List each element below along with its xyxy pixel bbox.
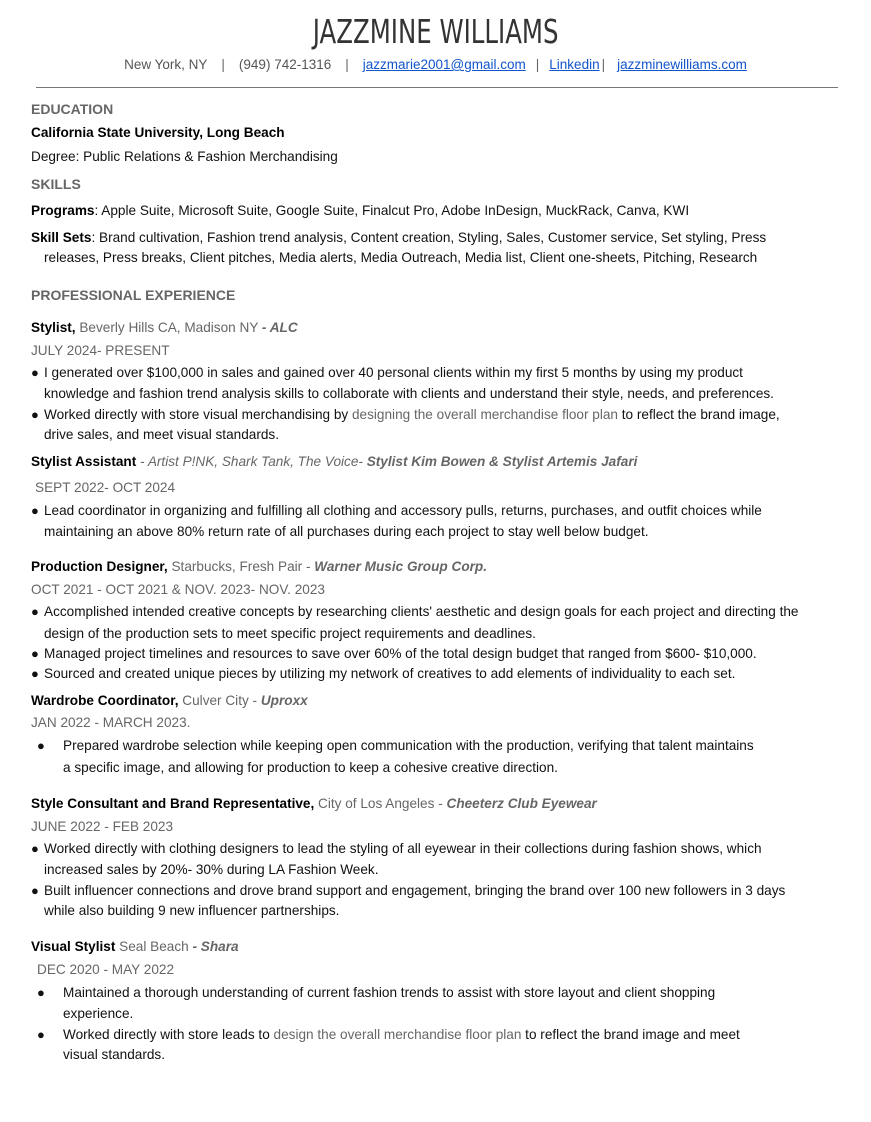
job-bullet-text: design of the production sets to meet specific project requirements and deadlines.	[44, 626, 536, 641]
job-date: JAN 2022 - MARCH 2023.	[31, 715, 191, 730]
job-company: Warner Music Group Corp.	[314, 559, 487, 574]
programs-text: : Apple Suite, Microsoft Suite, Google Suite, Finalcut Pro, Adobe InDesign, MuckRack, Canva, KWI	[94, 203, 690, 218]
skillsets-text: : Brand cultivation, Fashion trend analysis, Content creation, Styling, Sales, Customer service, Set styling, Press	[91, 230, 767, 245]
job-bullet-text: Worked directly with clothing designers to lead the styling of all eyewear in their collections during fashion shows, which	[44, 841, 762, 856]
job-bullet-text: Built influencer connections and drove brand support and engagement, bringing the brand over 100 new followers in 3 days	[44, 883, 786, 898]
job-title: Stylist,	[31, 320, 76, 335]
bullet-text-part: to reflect the brand image and meet	[521, 1027, 740, 1042]
job-bullet-text: Managed project timelines and resources to save over 60% of the total design budget that ranged from $600- $10,000.	[44, 646, 757, 661]
school-name: California State University, Long Beach	[31, 125, 285, 140]
job-date: JULY 2024- PRESENT	[31, 343, 170, 358]
job-company: Stylist Kim Bowen & Stylist Artemis Jafari	[366, 454, 638, 469]
job-dash: -	[192, 939, 201, 954]
job-date: SEPT 2022- OCT 2024	[35, 480, 176, 495]
job-title: Production Designer,	[31, 559, 168, 574]
bullet-icon: ●	[31, 503, 39, 518]
separator: |	[535, 57, 540, 72]
job-company: Cheeterz Club Eyewear	[446, 796, 597, 811]
bullet-icon: ●	[37, 738, 45, 753]
job-clients: - Artist P!NK, Shark Tank, The Voice-	[136, 454, 367, 469]
programs-label: Programs	[31, 203, 95, 218]
job-title-line	[31, 453, 637, 471]
email-link[interactable]: jazzmarie2001@gmail.com	[362, 57, 526, 72]
job-company: Shara	[200, 939, 239, 954]
skills-heading: SKILLS	[31, 176, 81, 192]
skillsets-label: Skill Sets	[31, 230, 92, 245]
skillsets-text-cont: releases, Press breaks, Client pitches, Media alerts, Media Outreach, Media list, Client one-sheets, Pitching, Research	[44, 250, 758, 265]
job-bullet-text: drive sales, and meet visual standards.	[44, 427, 279, 442]
job-date: OCT 2021 - OCT 2021 & NOV. 2023- NOV. 2023	[31, 582, 325, 597]
job-bullet-text	[44, 406, 780, 424]
job-bullet-text	[63, 1026, 740, 1044]
bullet-icon: ●	[37, 985, 45, 1000]
job-bullet-text: maintaining an above 80% return rate of all purchases during each project to stay well below budget.	[44, 524, 649, 539]
bullet-icon: ●	[31, 666, 39, 681]
job-location: City of Los Angeles -	[314, 796, 447, 811]
bullet-icon: ●	[31, 646, 39, 661]
separator: |	[345, 57, 349, 72]
job-location: Beverly Hills CA, Madison NY	[75, 320, 262, 335]
job-bullet-text: I generated over $100,000 in sales and gained over 40 personal clients within my first 5 months by using my product	[44, 365, 743, 380]
job-bullet-text: experience.	[63, 1006, 134, 1021]
bullet-text-part: Worked directly with store visual merchandising by	[44, 407, 352, 422]
bullet-icon: ●	[31, 407, 39, 422]
linkedin-link[interactable]: Linkedin	[549, 57, 600, 72]
bullet-text-part: Worked directly with store leads to	[63, 1027, 274, 1042]
bullet-icon: ●	[31, 883, 39, 898]
bullet-text-highlight: design the overall merchandise floor plan	[273, 1027, 522, 1042]
job-bullet-text: Accomplished intended creative concepts by researching clients' aesthetic and design goals for each project and directing the	[44, 604, 799, 619]
job-bullet-text: Prepared wardrobe selection while keeping open communication with the production, verifying that talent maintains	[63, 738, 754, 753]
contact-line	[0, 57, 871, 72]
job-title: Wardrobe Coordinator,	[31, 693, 179, 708]
job-location: Starbucks, Fresh Pair -	[167, 559, 315, 574]
job-company: Uproxx	[260, 693, 308, 708]
bullet-icon: ●	[31, 604, 39, 619]
bullet-text-part: to reflect the brand image,	[618, 407, 780, 422]
bullet-icon: ●	[31, 841, 39, 856]
job-location: Seal Beach	[115, 939, 193, 954]
job-title: Visual Stylist	[31, 939, 116, 954]
job-bullet-text: a specific image, and allowing for production to keep a cohesive creative direction.	[63, 760, 558, 775]
degree: Degree: Public Relations & Fashion Merchandising	[31, 149, 338, 164]
job-bullet-text: Sourced and created unique pieces by utilizing my network of creatives to add elements of individuality to each set.	[44, 666, 736, 681]
job-title: Style Consultant and Brand Representative,	[31, 796, 315, 811]
job-bullet-text: while also building 9 new influencer partnerships.	[44, 903, 340, 918]
bullet-text-highlight: designing the overall merchandise floor plan	[352, 407, 618, 422]
job-title: Stylist Assistant	[31, 454, 137, 469]
job-bullet-text: increased sales by 20%- 30% during LA Fashion Week.	[44, 862, 379, 877]
programs-line	[31, 202, 689, 220]
job-date: DEC 2020 - MAY 2022	[37, 962, 175, 977]
job-bullet-text: Maintained a thorough understanding of current fashion trends to assist with store layout and client shopping	[63, 985, 716, 1000]
job-bullet-text: Lead coordinator in organizing and fulfilling all clothing and accessory pulls, returns, purchases, and outfit choices while	[44, 503, 762, 518]
job-title-line	[31, 558, 487, 576]
website-link[interactable]: jazzminewilliams.com	[617, 57, 747, 72]
experience-heading: PROFESSIONAL EXPERIENCE	[31, 287, 236, 303]
resume-name: JAZZMINE WILLIAMS	[312, 12, 559, 51]
bullet-icon: ●	[37, 1027, 45, 1042]
header-divider	[36, 87, 838, 88]
job-title-line	[31, 692, 308, 710]
job-title-line	[31, 319, 298, 337]
location: New York, NY	[124, 57, 208, 72]
job-title-line	[31, 938, 239, 956]
job-company: ALC	[269, 320, 298, 335]
job-title-line	[31, 795, 597, 813]
education-heading: EDUCATION	[31, 101, 114, 117]
job-bullet-text: knowledge and fashion trend analysis skills to collaborate with clients and understand their style, needs, and preferences.	[44, 386, 774, 401]
job-dash: -	[261, 320, 270, 335]
job-date: JUNE 2022 - FEB 2023	[31, 819, 174, 834]
skillsets-line	[31, 229, 766, 247]
bullet-icon: ●	[31, 365, 39, 380]
job-location: Culver City -	[178, 693, 261, 708]
job-bullet-text: visual standards.	[63, 1047, 166, 1062]
separator: |	[601, 57, 606, 72]
phone: (949) 742-1316	[238, 57, 332, 72]
separator: |	[221, 57, 225, 72]
